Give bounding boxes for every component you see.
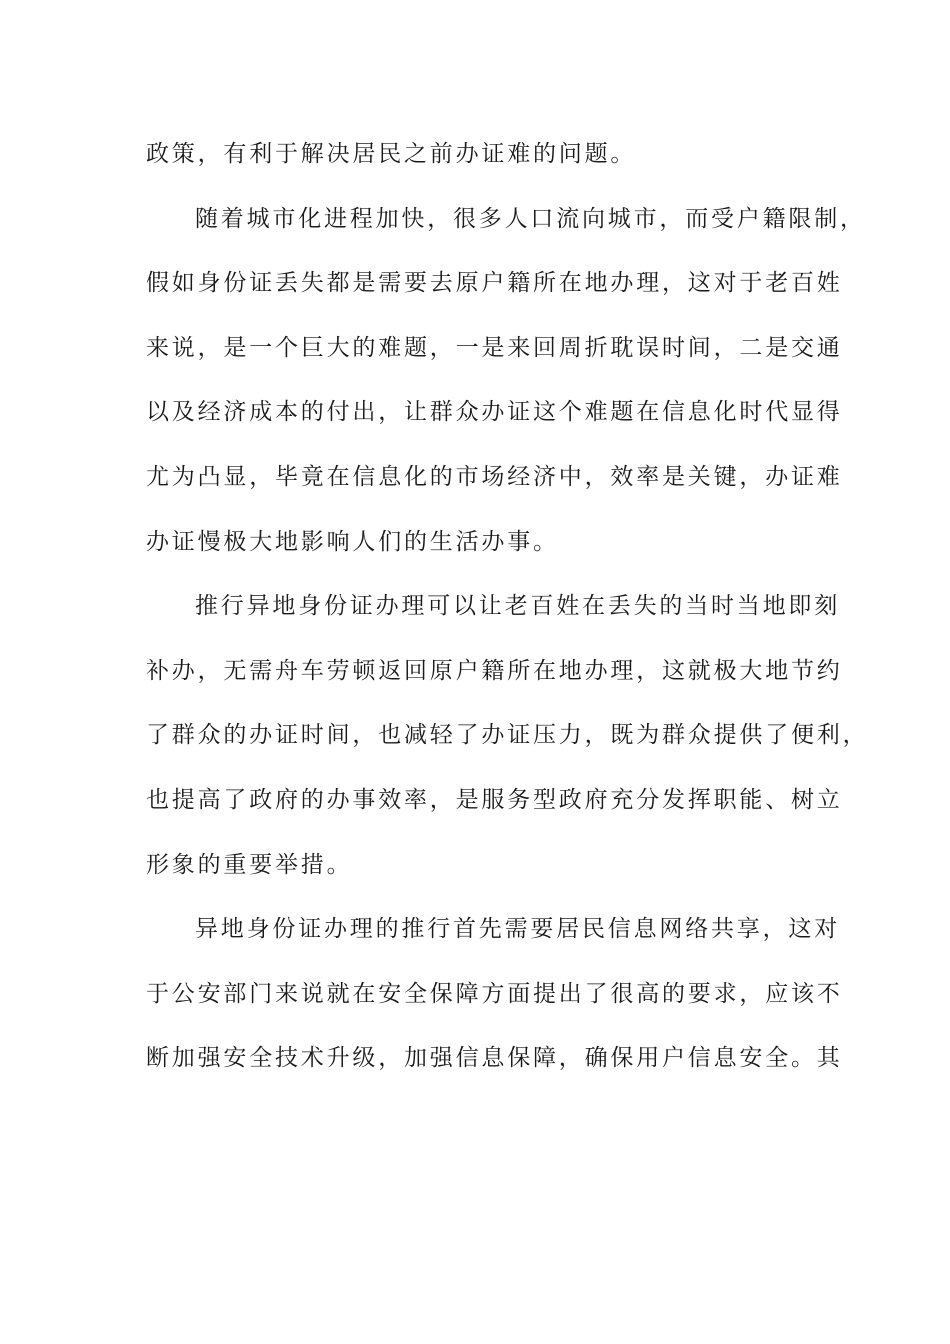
text-line: 尤为凸显，毕竟在信息化的市场经济中，效率是关键，办证难 — [146, 463, 843, 490]
text-line: 以及经济成本的付出，让群众办证这个难题在信息化时代显得 — [146, 399, 843, 426]
text-line: 推行异地身份证办理可以让老百姓在丢失的当时当地即刻 — [195, 593, 840, 620]
text-line: 办证慢极大地影响人们的生活办事。 — [146, 528, 559, 555]
text-line: 政策，有利于解决居民之前办证难的问题。 — [146, 141, 637, 167]
text-line: 断加强安全技术升级，加强信息保障，确保用户信息安全。其 — [146, 1045, 843, 1072]
text-line: 补办，无需舟车劳顿返回原户籍所在地办理，这就极大地节约 — [146, 657, 843, 684]
text-line: 了群众的办证时间，也减轻了办证压力，既为群众提供了便利， — [146, 722, 869, 749]
body-text — [146, 122, 869, 1091]
text-line: 于公安部门来说就在安全保障方面提出了很高的要求，应该不 — [146, 980, 843, 1007]
text-line: 随着城市化进程加快，很多人口流向城市，而受户籍限制， — [195, 205, 866, 232]
text-line: 也提高了政府的办事效率，是服务型政府充分发挥职能、树立 — [146, 786, 843, 813]
text-line: 形象的重要举措。 — [146, 851, 353, 878]
text-line: 来说，是一个巨大的难题，一是来回周折耽误时间，二是交通 — [146, 334, 843, 361]
text-line: 假如身份证丢失都是需要去原户籍所在地办理，这对于老百姓 — [146, 270, 843, 297]
text-line: 异地身份证办理的推行首先需要居民信息网络共享，这对 — [195, 916, 840, 943]
